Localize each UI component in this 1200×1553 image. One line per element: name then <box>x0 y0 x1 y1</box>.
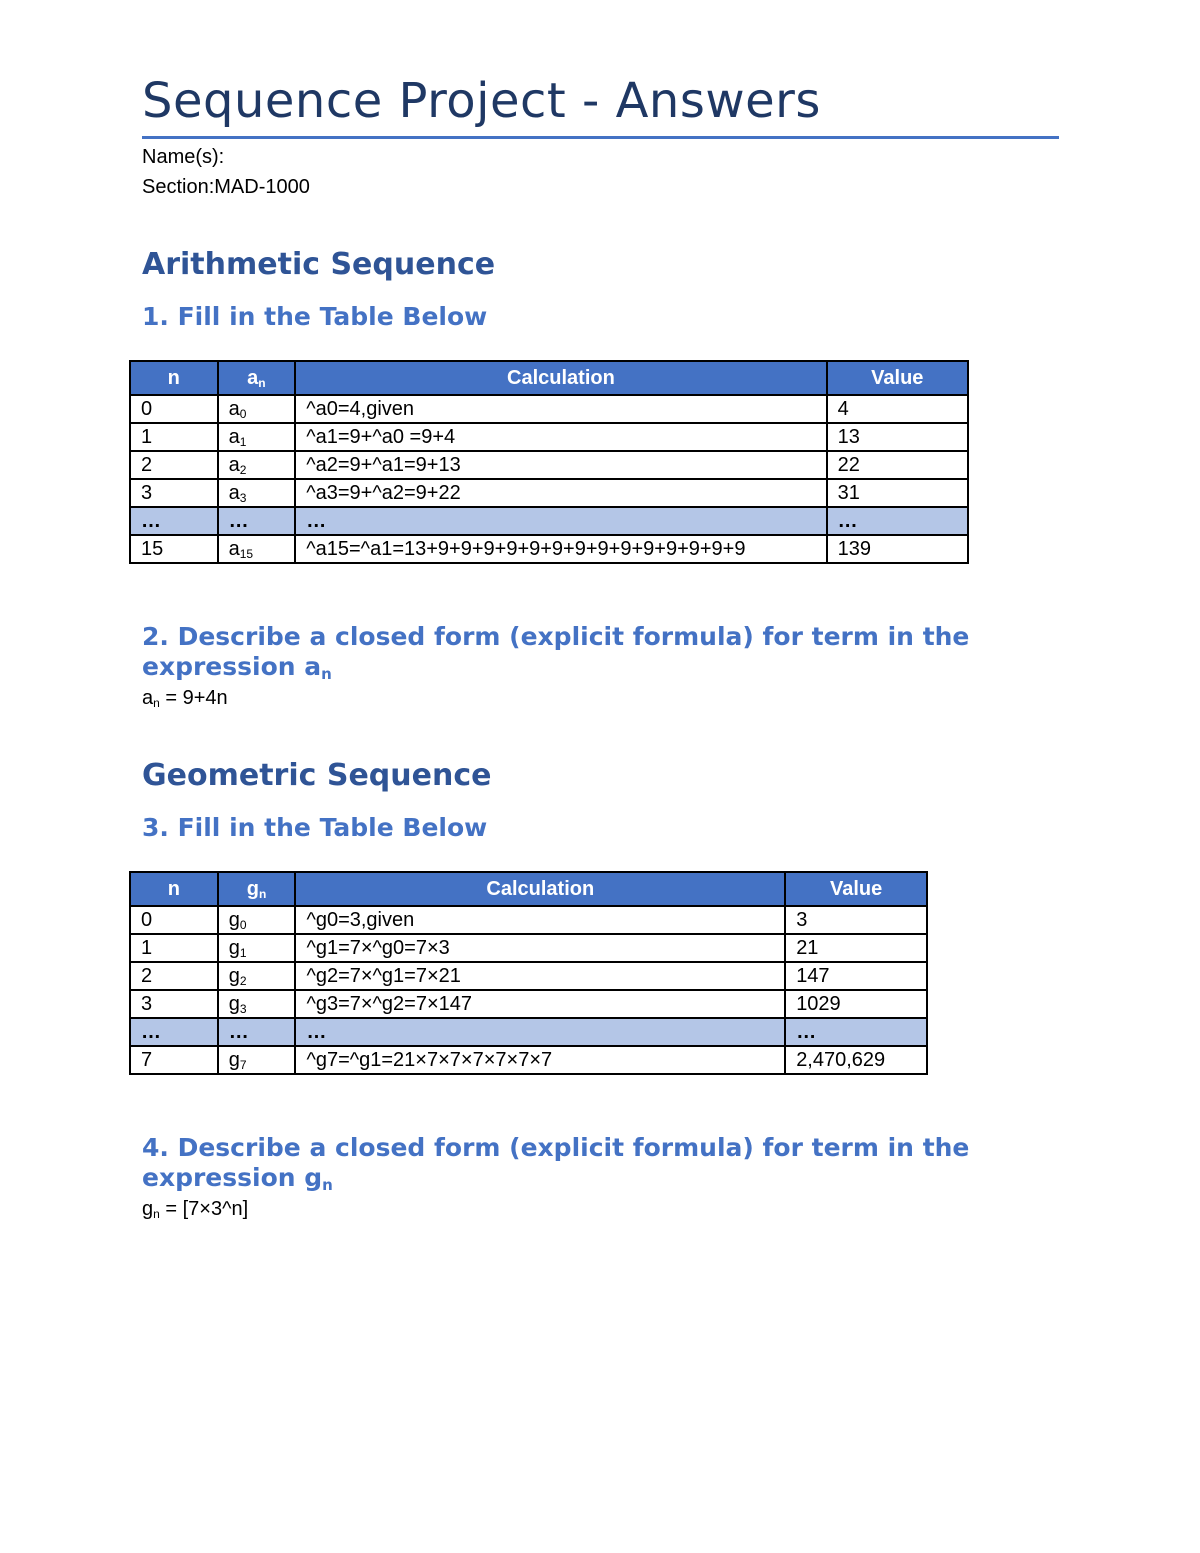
cell-term <box>218 906 296 934</box>
geometric-answer <box>142 1197 248 1221</box>
cell-n: 0 <box>130 395 218 423</box>
cell-term <box>218 423 296 451</box>
header-value: Value <box>827 361 968 395</box>
header-term-var: g <box>246 878 259 900</box>
cell-n: 1 <box>130 423 218 451</box>
cell-term <box>218 535 296 563</box>
cell-calculation: ^a2=9+^a1=9+13 <box>295 451 826 479</box>
cell-term-sub: 2 <box>239 974 247 988</box>
cell-term-sub: 7 <box>239 1058 247 1072</box>
arithmetic-heading: Arithmetic Sequence <box>142 247 496 282</box>
cell-n: … <box>130 507 218 535</box>
cell-value: 4 <box>827 395 968 423</box>
cell-calculation: ^g2=7×^g1=7×21 <box>295 962 785 990</box>
cell-n: 3 <box>130 479 218 507</box>
table-row <box>130 395 968 423</box>
header-value: Value <box>785 872 927 906</box>
cell-value: 2,470,629 <box>785 1046 927 1074</box>
table-row <box>130 479 968 507</box>
question-2-sub: n <box>321 664 332 683</box>
cell-term-var: a <box>228 482 240 504</box>
cell-term-sub: 1 <box>239 435 247 449</box>
arithmetic-answer <box>142 686 228 710</box>
cell-term <box>218 395 296 423</box>
cell-calculation: ^a1=9+^a0 =9+4 <box>295 423 826 451</box>
arithmetic-table <box>129 360 969 564</box>
table-header-row <box>130 361 968 395</box>
answer-expression: = 9+4n <box>159 687 228 709</box>
cell-value: 31 <box>827 479 968 507</box>
cell-term-var: a <box>228 398 240 420</box>
cell-term-var: … <box>228 510 249 532</box>
header-term <box>218 872 296 906</box>
table-row <box>130 962 927 990</box>
cell-term <box>218 934 296 962</box>
header-n: n <box>130 361 218 395</box>
table-row <box>130 934 927 962</box>
answer-expression: = [7×3^n] <box>159 1198 249 1220</box>
cell-term-var: a <box>228 538 240 560</box>
table-row <box>130 990 927 1018</box>
cell-value: 1029 <box>785 990 927 1018</box>
cell-calculation: ^g0=3,given <box>295 906 785 934</box>
cell-term-var: a <box>228 426 240 448</box>
cell-term <box>218 990 296 1018</box>
cell-value: 147 <box>785 962 927 990</box>
cell-value: … <box>827 507 968 535</box>
cell-term <box>218 451 296 479</box>
table-row <box>130 906 927 934</box>
cell-term-var: a <box>228 454 240 476</box>
cell-n: … <box>130 1018 218 1046</box>
cell-term <box>218 479 296 507</box>
table-row <box>130 1018 927 1046</box>
names-label: Name(s): <box>142 146 225 168</box>
question-2-line-1: 2. Describe a closed form (explicit formula) for term in the <box>142 622 970 651</box>
answer-var: a <box>142 687 154 709</box>
header-term-sub: n <box>258 376 266 390</box>
cell-term-var: … <box>228 1021 249 1043</box>
cell-value: 139 <box>827 535 968 563</box>
cell-n: 0 <box>130 906 218 934</box>
cell-value: 22 <box>827 451 968 479</box>
cell-term-var: g <box>228 909 240 931</box>
answer-sub: n <box>153 696 160 710</box>
section-label: Section:MAD-1000 <box>142 176 310 198</box>
cell-term-var: g <box>228 937 240 959</box>
cell-term-sub: 3 <box>239 1002 247 1016</box>
cell-term <box>218 507 296 535</box>
geometric-heading: Geometric Sequence <box>142 758 492 793</box>
question-1-heading: 1. Fill in the Table Below <box>142 302 488 331</box>
cell-term-sub: 0 <box>239 407 247 421</box>
geometric-table <box>129 871 928 1075</box>
cell-term-sub: 2 <box>239 463 247 477</box>
table-row <box>130 1046 927 1074</box>
cell-n: 2 <box>130 962 218 990</box>
cell-value: 21 <box>785 934 927 962</box>
cell-value: 13 <box>827 423 968 451</box>
cell-n: 1 <box>130 934 218 962</box>
question-4-expression: expression g <box>142 1163 323 1192</box>
cell-value: 3 <box>785 906 927 934</box>
table-row <box>130 535 968 563</box>
cell-calculation: ^g3=7×^g2=7×147 <box>295 990 785 1018</box>
cell-n: 3 <box>130 990 218 1018</box>
cell-term-sub: 1 <box>239 946 247 960</box>
cell-term-sub: 0 <box>239 918 247 932</box>
cell-term-var: g <box>228 1049 240 1071</box>
cell-calculation: ^a15=^a1=13+9+9+9+9+9+9+9+9+9+9+9+9+9+9 <box>295 535 826 563</box>
answer-var: g <box>142 1198 154 1220</box>
cell-n: 7 <box>130 1046 218 1074</box>
question-3-heading: 3. Fill in the Table Below <box>142 813 488 842</box>
header-term-sub: n <box>259 887 267 901</box>
cell-term-var: g <box>228 993 240 1015</box>
cell-calculation: ^g1=7×^g0=7×3 <box>295 934 785 962</box>
cell-n: 15 <box>130 535 218 563</box>
cell-term <box>218 1046 296 1074</box>
question-2-expression: expression a <box>142 652 322 681</box>
cell-term <box>218 1018 296 1046</box>
cell-term-sub: 15 <box>239 547 254 561</box>
header-calculation: Calculation <box>295 872 785 906</box>
question-4-line-1: 4. Describe a closed form (explicit formula) for term in the <box>142 1133 970 1162</box>
cell-term <box>218 962 296 990</box>
question-4-sub: n <box>322 1175 333 1194</box>
question-4-line-2 <box>142 1163 1042 1193</box>
page-title: Sequence Project - Answers <box>142 73 821 129</box>
question-4-heading <box>142 1133 1042 1193</box>
table-row <box>130 507 968 535</box>
header-calculation: Calculation <box>295 361 826 395</box>
cell-calculation: … <box>295 507 826 535</box>
cell-calculation: ^g7=^g1=21×7×7×7×7×7×7 <box>295 1046 785 1074</box>
cell-value: … <box>785 1018 927 1046</box>
header-term <box>218 361 296 395</box>
title-underline <box>142 136 1059 139</box>
table-header-row <box>130 872 927 906</box>
cell-term-sub: 3 <box>239 491 247 505</box>
header-term-var: a <box>247 367 259 389</box>
cell-term-var: g <box>228 965 240 987</box>
question-2-heading <box>142 622 1042 682</box>
table-row <box>130 451 968 479</box>
table-row <box>130 423 968 451</box>
question-2-line-2 <box>142 652 1042 682</box>
header-n: n <box>130 872 218 906</box>
cell-n: 2 <box>130 451 218 479</box>
answer-sub: n <box>153 1207 160 1221</box>
cell-calculation: ^a3=9+^a2=9+22 <box>295 479 826 507</box>
cell-calculation: ^a0=4,given <box>295 395 826 423</box>
cell-calculation: … <box>295 1018 785 1046</box>
